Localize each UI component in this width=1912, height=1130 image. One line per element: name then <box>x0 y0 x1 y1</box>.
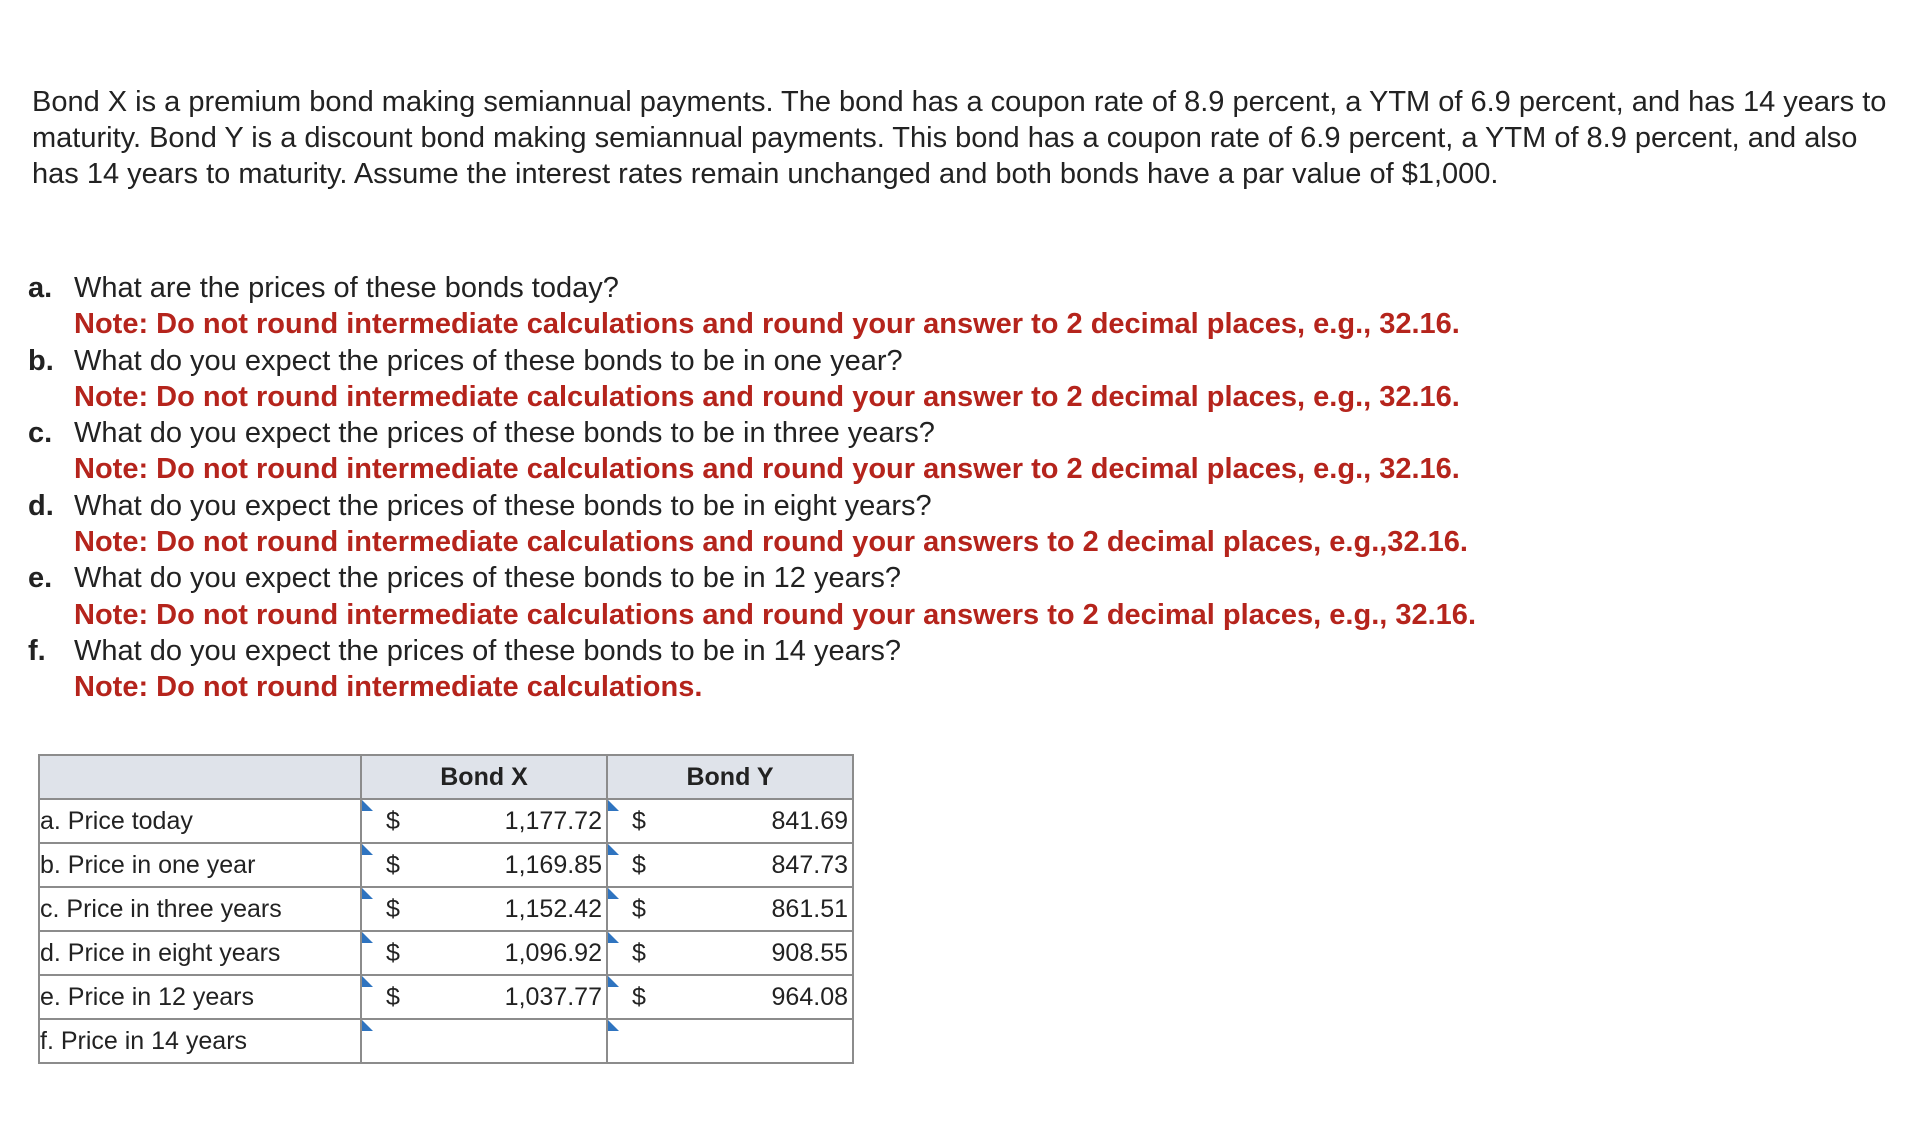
bond-y-price-input[interactable] <box>607 843 853 887</box>
header-empty <box>39 755 361 799</box>
amount-value: 964.08 <box>771 982 848 1011</box>
amount-value: 1,096.92 <box>504 938 602 967</box>
currency-symbol: $ <box>386 982 400 1011</box>
amount-value: 861.51 <box>771 894 848 923</box>
question-text: What do you expect the prices of these bonds to be in one year? <box>74 344 903 377</box>
currency-symbol: $ <box>632 938 646 967</box>
flag-icon <box>362 976 373 987</box>
bond-x-price-input[interactable] <box>361 1019 607 1063</box>
bond-x-price-input[interactable] <box>361 799 607 843</box>
row-label: d. Price in eight years <box>39 931 361 975</box>
bond-y-price-input[interactable] <box>607 799 853 843</box>
question-item <box>28 343 1888 416</box>
question-note: Note: Do not round intermediate calculations. <box>74 671 703 704</box>
currency-symbol: $ <box>632 982 646 1011</box>
question-note: Note: Do not round intermediate calculations and round your answer to 2 decimal places, e.g., 32.16. <box>74 308 1460 341</box>
amount-value: 1,177.72 <box>504 806 602 835</box>
row-label: e. Price in 12 years <box>39 975 361 1019</box>
question-item <box>28 488 1888 561</box>
answer-table <box>38 754 854 1064</box>
question-item <box>28 633 1888 706</box>
bond-x-price-input[interactable] <box>361 843 607 887</box>
table-row <box>39 975 853 1019</box>
table-header-row <box>39 755 853 799</box>
question-note: Note: Do not round intermediate calculations and round your answers to 2 decimal places, e.g.,32.16. <box>74 526 1468 559</box>
question-text: What do you expect the prices of these bonds to be in 14 years? <box>74 634 902 667</box>
question-note: Note: Do not round intermediate calculations and round your answer to 2 decimal places, e.g., 32.16. <box>74 380 1460 413</box>
flag-icon <box>362 888 373 899</box>
flag-icon <box>362 844 373 855</box>
question-list <box>28 270 1888 706</box>
amount-value: 1,169.85 <box>504 850 602 879</box>
question-letter: e. <box>28 562 53 595</box>
row-label: f. Price in 14 years <box>39 1019 361 1063</box>
table-row <box>39 843 853 887</box>
question-item <box>28 415 1888 488</box>
question-letter: a. <box>28 272 53 304</box>
question-text: What do you expect the prices of these bonds to be in 12 years? <box>74 562 902 595</box>
table-row <box>39 931 853 975</box>
question-letter: c. <box>28 417 53 450</box>
bond-y-price-input[interactable] <box>607 975 853 1019</box>
amount-value: 847.73 <box>771 850 848 879</box>
row-label: c. Price in three years <box>39 887 361 931</box>
amount-value: 1,152.42 <box>504 894 602 923</box>
bond-x-price-input[interactable] <box>361 975 607 1019</box>
question-letter: d. <box>28 489 54 522</box>
header-bond-x: Bond X <box>361 755 607 799</box>
currency-symbol: $ <box>632 894 646 923</box>
bond-y-price-input[interactable] <box>607 887 853 931</box>
table-row <box>39 1019 853 1063</box>
flag-icon <box>362 800 373 811</box>
currency-symbol: $ <box>386 894 400 923</box>
question-note: Note: Do not round intermediate calculations and round your answers to 2 decimal places, e.g., 32.16. <box>74 598 1476 631</box>
currency-symbol: $ <box>386 938 400 967</box>
flag-icon <box>608 932 619 943</box>
currency-symbol: $ <box>632 850 646 879</box>
flag-icon <box>362 932 373 943</box>
currency-symbol: $ <box>632 806 646 835</box>
flag-icon <box>608 800 619 811</box>
question-text: What do you expect the prices of these bonds to be in eight years? <box>74 489 932 522</box>
question-item <box>28 560 1888 633</box>
bond-y-price-input[interactable] <box>607 1019 853 1063</box>
flag-icon <box>362 1020 373 1031</box>
question-letter: f. <box>28 634 46 667</box>
question-letter: b. <box>28 344 54 377</box>
amount-value: 1,037.77 <box>504 982 602 1011</box>
currency-symbol: $ <box>386 850 400 879</box>
row-label: a. Price today <box>39 799 361 843</box>
question-text: What do you expect the prices of these bonds to be in three years? <box>74 417 935 450</box>
flag-icon <box>608 1020 619 1031</box>
bond-x-price-input[interactable] <box>361 887 607 931</box>
table-row <box>39 887 853 931</box>
row-label: b. Price in one year <box>39 843 361 887</box>
amount-value: 908.55 <box>771 938 848 967</box>
flag-icon <box>608 844 619 855</box>
amount-value: 841.69 <box>771 806 848 835</box>
table-row <box>39 799 853 843</box>
question-note: Note: Do not round intermediate calculations and round your answer to 2 decimal places, e.g., 32.16. <box>74 453 1460 486</box>
currency-symbol: $ <box>386 806 400 835</box>
flag-icon <box>608 976 619 987</box>
problem-statement: Bond X is a premium bond making semiannual payments. The bond has a coupon rate of 8.9 percent, a YTM of 6.9 percent, and has 14 years to maturity. Bond Y is a discount bond making semiannual payments. This bond has a coupon rate of 6.9 percent, a YTM of 8.9 percent, and also has 14 years to maturity. Assume the interest rates remain unchanged and both bonds have a par value of $1,000. <box>32 86 1887 190</box>
header-bond-y: Bond Y <box>607 755 853 799</box>
bond-x-price-input[interactable] <box>361 931 607 975</box>
bond-y-price-input[interactable] <box>607 931 853 975</box>
flag-icon <box>608 888 619 899</box>
question-item <box>28 270 1888 343</box>
question-text: What are the prices of these bonds today? <box>74 272 619 304</box>
